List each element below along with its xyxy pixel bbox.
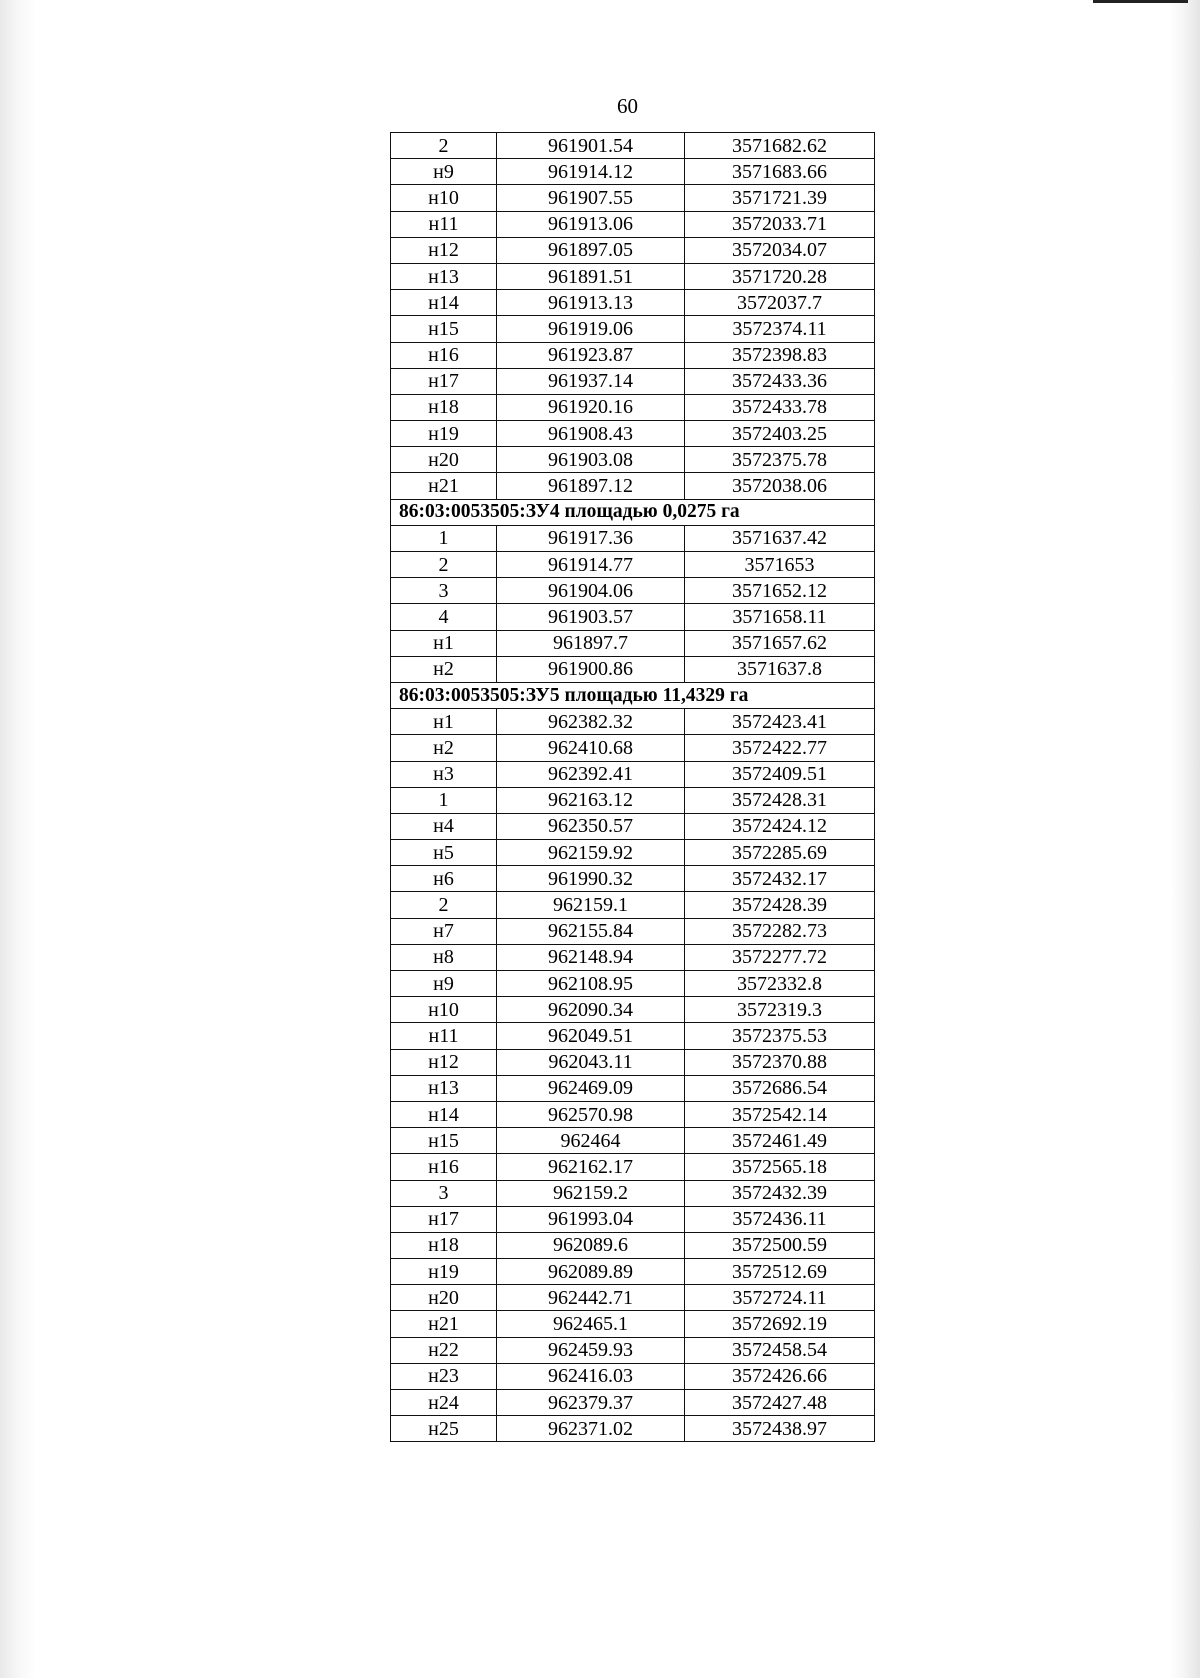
- y-coordinate-cell: 3572458.54: [685, 1337, 875, 1363]
- table-row: [391, 1180, 875, 1206]
- table-row: [391, 263, 875, 289]
- table-row: [391, 840, 875, 866]
- x-coordinate-cell: 961937.14: [497, 368, 685, 394]
- table-row: [391, 1363, 875, 1389]
- section-title: 86:03:0053505:ЗУ5 площадью 11,4329 га: [391, 682, 875, 708]
- y-coordinate-cell: 3571720.28: [685, 263, 875, 289]
- y-coordinate-cell: 3572038.06: [685, 473, 875, 499]
- x-coordinate-cell: 962459.93: [497, 1337, 685, 1363]
- x-coordinate-cell: 961917.36: [497, 525, 685, 551]
- x-coordinate-cell: 962090.34: [497, 997, 685, 1023]
- y-coordinate-cell: 3571637.8: [685, 656, 875, 682]
- x-coordinate-cell: 962570.98: [497, 1101, 685, 1127]
- x-coordinate-cell: 961993.04: [497, 1206, 685, 1232]
- table-row: [391, 1311, 875, 1337]
- point-label-cell: 3: [391, 1180, 497, 1206]
- x-coordinate-cell: 962464: [497, 1128, 685, 1154]
- table-row: [391, 1101, 875, 1127]
- y-coordinate-cell: 3572034.07: [685, 237, 875, 263]
- y-coordinate-cell: 3571637.42: [685, 525, 875, 551]
- table-row: [391, 1128, 875, 1154]
- point-label-cell: н18: [391, 394, 497, 420]
- y-coordinate-cell: 3572422.77: [685, 735, 875, 761]
- point-label-cell: н13: [391, 1075, 497, 1101]
- point-label-cell: н18: [391, 1232, 497, 1258]
- x-coordinate-cell: 962155.84: [497, 918, 685, 944]
- point-label-cell: н20: [391, 1285, 497, 1311]
- point-label-cell: н14: [391, 1101, 497, 1127]
- point-label-cell: н22: [391, 1337, 497, 1363]
- x-coordinate-cell: 961901.54: [497, 133, 685, 159]
- y-coordinate-cell: 3571652.12: [685, 578, 875, 604]
- x-coordinate-cell: 962159.92: [497, 840, 685, 866]
- table-row: [391, 1259, 875, 1285]
- table-row: [391, 394, 875, 420]
- point-label-cell: 3: [391, 578, 497, 604]
- x-coordinate-cell: 962163.12: [497, 787, 685, 813]
- coordinates-table: [390, 132, 875, 1442]
- point-label-cell: н4: [391, 813, 497, 839]
- table-row: [391, 185, 875, 211]
- x-coordinate-cell: 962108.95: [497, 971, 685, 997]
- table-row: [391, 1416, 875, 1442]
- x-coordinate-cell: 961919.06: [497, 316, 685, 342]
- y-coordinate-cell: 3572319.3: [685, 997, 875, 1023]
- corner-mark: [1093, 0, 1188, 3]
- table-row: [391, 552, 875, 578]
- point-label-cell: н17: [391, 368, 497, 394]
- section-header-row: [391, 682, 875, 708]
- y-coordinate-cell: 3572370.88: [685, 1049, 875, 1075]
- point-label-cell: н8: [391, 944, 497, 970]
- point-label-cell: н7: [391, 918, 497, 944]
- y-coordinate-cell: 3571653: [685, 552, 875, 578]
- y-coordinate-cell: 3572565.18: [685, 1154, 875, 1180]
- x-coordinate-cell: 962159.2: [497, 1180, 685, 1206]
- x-coordinate-cell: 961897.12: [497, 473, 685, 499]
- table-row: [391, 1390, 875, 1416]
- y-coordinate-cell: 3572461.49: [685, 1128, 875, 1154]
- table-row: [391, 918, 875, 944]
- y-coordinate-cell: 3572282.73: [685, 918, 875, 944]
- x-coordinate-cell: 962442.71: [497, 1285, 685, 1311]
- table-row: [391, 1023, 875, 1049]
- y-coordinate-cell: 3572428.39: [685, 892, 875, 918]
- coordinates-table-body: [391, 133, 875, 1442]
- point-label-cell: н14: [391, 290, 497, 316]
- y-coordinate-cell: 3572037.7: [685, 290, 875, 316]
- table-row: [391, 761, 875, 787]
- point-label-cell: н5: [391, 840, 497, 866]
- table-row: [391, 997, 875, 1023]
- point-label-cell: 2: [391, 892, 497, 918]
- y-coordinate-cell: 3572409.51: [685, 761, 875, 787]
- table-row: [391, 1075, 875, 1101]
- point-label-cell: н6: [391, 866, 497, 892]
- y-coordinate-cell: 3571657.62: [685, 630, 875, 656]
- y-coordinate-cell: 3572403.25: [685, 421, 875, 447]
- y-coordinate-cell: 3572428.31: [685, 787, 875, 813]
- table-row: [391, 709, 875, 735]
- point-label-cell: 2: [391, 552, 497, 578]
- x-coordinate-cell: 961923.87: [497, 342, 685, 368]
- table-row: [391, 290, 875, 316]
- table-row: [391, 1337, 875, 1363]
- y-coordinate-cell: 3571721.39: [685, 185, 875, 211]
- point-label-cell: н21: [391, 1311, 497, 1337]
- y-coordinate-cell: 3572426.66: [685, 1363, 875, 1389]
- table-row: [391, 735, 875, 761]
- point-label-cell: н19: [391, 1259, 497, 1285]
- x-coordinate-cell: 961908.43: [497, 421, 685, 447]
- y-coordinate-cell: 3572427.48: [685, 1390, 875, 1416]
- x-coordinate-cell: 962089.6: [497, 1232, 685, 1258]
- table-row: [391, 944, 875, 970]
- y-coordinate-cell: 3572432.17: [685, 866, 875, 892]
- x-coordinate-cell: 962159.1: [497, 892, 685, 918]
- point-label-cell: н2: [391, 656, 497, 682]
- table-row: [391, 1049, 875, 1075]
- table-row: [391, 473, 875, 499]
- x-coordinate-cell: 961920.16: [497, 394, 685, 420]
- table-row: [391, 1206, 875, 1232]
- y-coordinate-cell: 3572724.11: [685, 1285, 875, 1311]
- y-coordinate-cell: 3572277.72: [685, 944, 875, 970]
- y-coordinate-cell: 3572375.78: [685, 447, 875, 473]
- table-row: [391, 211, 875, 237]
- table-row: [391, 316, 875, 342]
- x-coordinate-cell: 961897.05: [497, 237, 685, 263]
- y-coordinate-cell: 3572423.41: [685, 709, 875, 735]
- x-coordinate-cell: 962089.89: [497, 1259, 685, 1285]
- point-label-cell: 1: [391, 787, 497, 813]
- point-label-cell: н16: [391, 1154, 497, 1180]
- point-label-cell: н12: [391, 237, 497, 263]
- y-coordinate-cell: 3571658.11: [685, 604, 875, 630]
- y-coordinate-cell: 3572692.19: [685, 1311, 875, 1337]
- point-label-cell: н9: [391, 159, 497, 185]
- table-row: [391, 813, 875, 839]
- point-label-cell: н16: [391, 342, 497, 368]
- point-label-cell: н11: [391, 211, 497, 237]
- table-row: [391, 656, 875, 682]
- x-coordinate-cell: 962379.37: [497, 1390, 685, 1416]
- x-coordinate-cell: 962416.03: [497, 1363, 685, 1389]
- table-row: [391, 630, 875, 656]
- point-label-cell: н24: [391, 1390, 497, 1416]
- x-coordinate-cell: 962148.94: [497, 944, 685, 970]
- x-coordinate-cell: 961903.08: [497, 447, 685, 473]
- y-coordinate-cell: 3572436.11: [685, 1206, 875, 1232]
- x-coordinate-cell: 961903.57: [497, 604, 685, 630]
- point-label-cell: н1: [391, 630, 497, 656]
- table-row: [391, 1285, 875, 1311]
- table-row: [391, 159, 875, 185]
- y-coordinate-cell: 3572512.69: [685, 1259, 875, 1285]
- point-label-cell: н10: [391, 185, 497, 211]
- table-row: [391, 578, 875, 604]
- table-row: [391, 1232, 875, 1258]
- x-coordinate-cell: 961990.32: [497, 866, 685, 892]
- x-coordinate-cell: 961914.12: [497, 159, 685, 185]
- y-coordinate-cell: 3572374.11: [685, 316, 875, 342]
- table-row: [391, 133, 875, 159]
- point-label-cell: н17: [391, 1206, 497, 1232]
- table-row: [391, 368, 875, 394]
- table-row: [391, 447, 875, 473]
- y-coordinate-cell: 3572424.12: [685, 813, 875, 839]
- x-coordinate-cell: 962392.41: [497, 761, 685, 787]
- point-label-cell: н21: [391, 473, 497, 499]
- x-coordinate-cell: 962049.51: [497, 1023, 685, 1049]
- point-label-cell: н12: [391, 1049, 497, 1075]
- point-label-cell: н10: [391, 997, 497, 1023]
- y-coordinate-cell: 3571682.62: [685, 133, 875, 159]
- y-coordinate-cell: 3572332.8: [685, 971, 875, 997]
- point-label-cell: 2: [391, 133, 497, 159]
- x-coordinate-cell: 961897.7: [497, 630, 685, 656]
- y-coordinate-cell: 3572398.83: [685, 342, 875, 368]
- x-coordinate-cell: 961904.06: [497, 578, 685, 604]
- table-row: [391, 1154, 875, 1180]
- table-row: [391, 525, 875, 551]
- y-coordinate-cell: 3572433.78: [685, 394, 875, 420]
- y-coordinate-cell: 3572542.14: [685, 1101, 875, 1127]
- y-coordinate-cell: 3572375.53: [685, 1023, 875, 1049]
- point-label-cell: н15: [391, 316, 497, 342]
- point-label-cell: н13: [391, 263, 497, 289]
- scan-edge-right: [1170, 0, 1200, 1678]
- y-coordinate-cell: 3572033.71: [685, 211, 875, 237]
- x-coordinate-cell: 962162.17: [497, 1154, 685, 1180]
- x-coordinate-cell: 962410.68: [497, 735, 685, 761]
- table-row: [391, 421, 875, 447]
- table-row: [391, 237, 875, 263]
- table-row: [391, 971, 875, 997]
- section-header-row: [391, 499, 875, 525]
- point-label-cell: н20: [391, 447, 497, 473]
- x-coordinate-cell: 962469.09: [497, 1075, 685, 1101]
- point-label-cell: 1: [391, 525, 497, 551]
- x-coordinate-cell: 961913.13: [497, 290, 685, 316]
- table-row: [391, 604, 875, 630]
- point-label-cell: н19: [391, 421, 497, 447]
- point-label-cell: н2: [391, 735, 497, 761]
- y-coordinate-cell: 3572500.59: [685, 1232, 875, 1258]
- point-label-cell: н9: [391, 971, 497, 997]
- scan-edge-left: [0, 0, 36, 1678]
- point-label-cell: н15: [391, 1128, 497, 1154]
- y-coordinate-cell: 3571683.66: [685, 159, 875, 185]
- point-label-cell: н1: [391, 709, 497, 735]
- x-coordinate-cell: 961900.86: [497, 656, 685, 682]
- table-row: [391, 342, 875, 368]
- y-coordinate-cell: 3572686.54: [685, 1075, 875, 1101]
- table-row: [391, 892, 875, 918]
- table-row: [391, 866, 875, 892]
- point-label-cell: н3: [391, 761, 497, 787]
- x-coordinate-cell: 962465.1: [497, 1311, 685, 1337]
- y-coordinate-cell: 3572432.39: [685, 1180, 875, 1206]
- x-coordinate-cell: 961907.55: [497, 185, 685, 211]
- x-coordinate-cell: 961891.51: [497, 263, 685, 289]
- x-coordinate-cell: 961914.77: [497, 552, 685, 578]
- point-label-cell: н23: [391, 1363, 497, 1389]
- x-coordinate-cell: 962043.11: [497, 1049, 685, 1075]
- section-title: 86:03:0053505:ЗУ4 площадью 0,0275 га: [391, 499, 875, 525]
- point-label-cell: н11: [391, 1023, 497, 1049]
- page-number: 60: [617, 94, 638, 118]
- x-coordinate-cell: 961913.06: [497, 211, 685, 237]
- point-label-cell: н25: [391, 1416, 497, 1442]
- y-coordinate-cell: 3572438.97: [685, 1416, 875, 1442]
- x-coordinate-cell: 962350.57: [497, 813, 685, 839]
- y-coordinate-cell: 3572285.69: [685, 840, 875, 866]
- point-label-cell: 4: [391, 604, 497, 630]
- x-coordinate-cell: 962371.02: [497, 1416, 685, 1442]
- table-row: [391, 787, 875, 813]
- x-coordinate-cell: 962382.32: [497, 709, 685, 735]
- y-coordinate-cell: 3572433.36: [685, 368, 875, 394]
